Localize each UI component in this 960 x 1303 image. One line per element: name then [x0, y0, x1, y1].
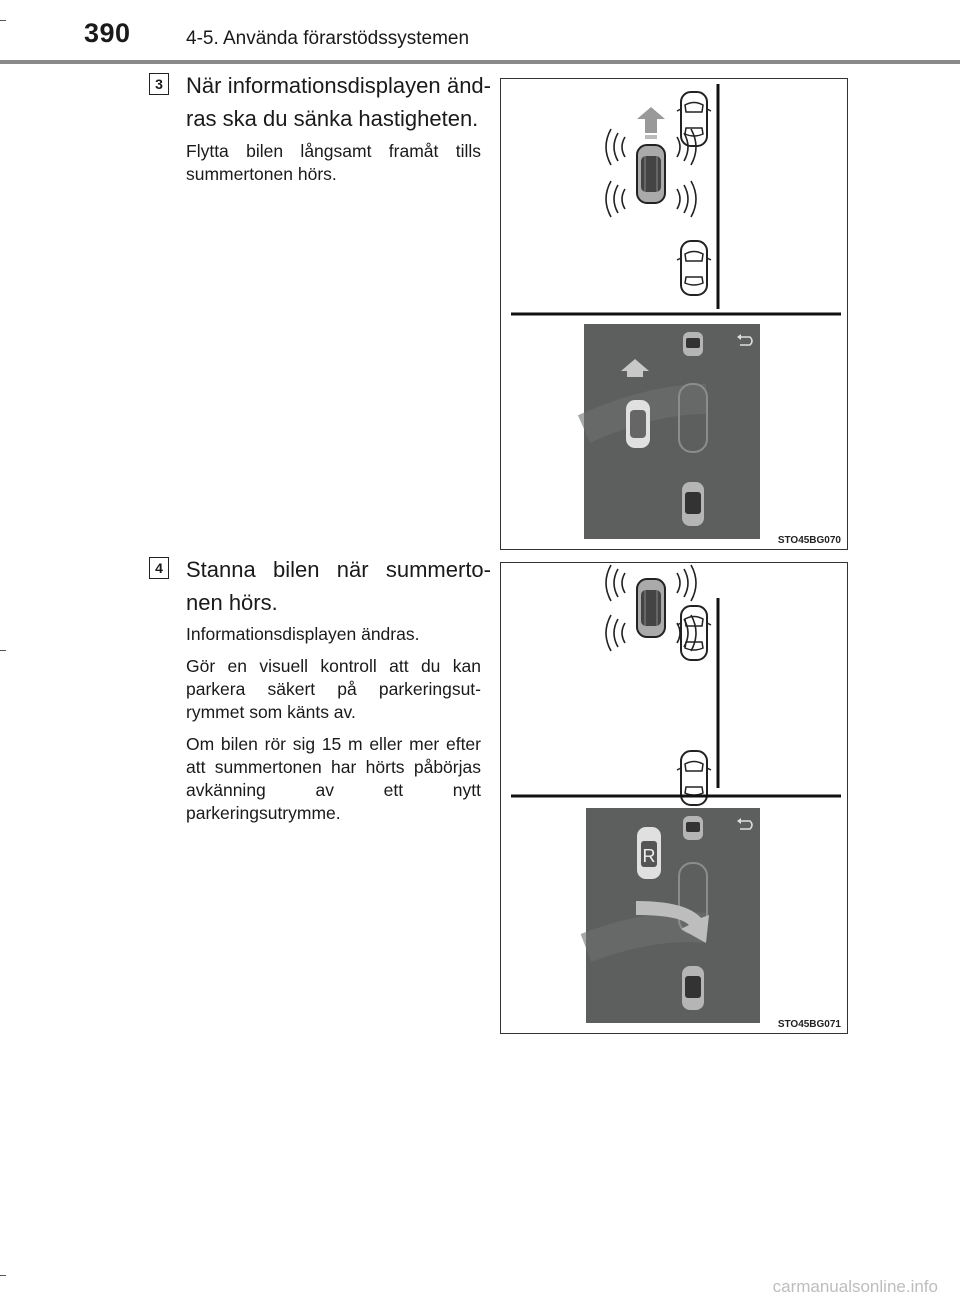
header-rule	[0, 60, 960, 64]
section-title: 4-5. Använda förarstödssystemen	[186, 28, 470, 49]
step-paragraph: Informationsdisplayen ändras.	[186, 624, 420, 644]
figure-code: STO45BG070	[777, 535, 841, 546]
own-car-icon	[637, 145, 665, 203]
watermark: carmanualsonline.info	[772, 1277, 938, 1296]
parking-illustration	[500, 78, 848, 550]
step-paragraph: Om bilen rör sig 15 m eller mer efter att summertonen har hörts påbörjas avkänning av ett nytt parkeringsutrymme.	[186, 734, 481, 823]
step-number-badge: 3	[149, 73, 169, 95]
crop-mark	[0, 1275, 6, 1276]
crop-mark	[0, 20, 6, 21]
parked-car-icon	[677, 241, 711, 295]
crop-mark	[0, 650, 6, 651]
own-car-icon	[637, 579, 665, 637]
reverse-gear-indicator: R	[642, 846, 656, 866]
figure-code: STO45BG071	[777, 1019, 841, 1030]
page-number: 390	[84, 18, 131, 48]
display-own-car-icon	[626, 400, 650, 448]
step-body	[186, 140, 481, 195]
parked-car-icon	[677, 606, 711, 660]
forward-arrow-icon	[637, 107, 665, 133]
step-heading: Stanna bilen när summerto-nen hörs.	[186, 557, 491, 615]
step-number-badge: 4	[149, 557, 169, 579]
parking-diagram	[501, 563, 847, 1033]
display-car-icon	[682, 966, 704, 1010]
display-car-icon	[682, 482, 704, 526]
display-car-icon	[683, 816, 703, 840]
display-car-icon	[683, 332, 703, 356]
step-paragraph: Gör en visuell kontroll att du kan parkera säkert på parkeringsut-rymmet som känts av.	[186, 656, 481, 722]
step-heading: När informationsdisplayen änd-ras ska du sänka hastigheten.	[186, 73, 491, 131]
step-body	[186, 623, 481, 834]
parking-diagram	[501, 79, 847, 549]
parking-illustration	[500, 562, 848, 1034]
step-paragraph: Flytta bilen långsamt framåt tills summertonen hörs.	[186, 141, 481, 184]
